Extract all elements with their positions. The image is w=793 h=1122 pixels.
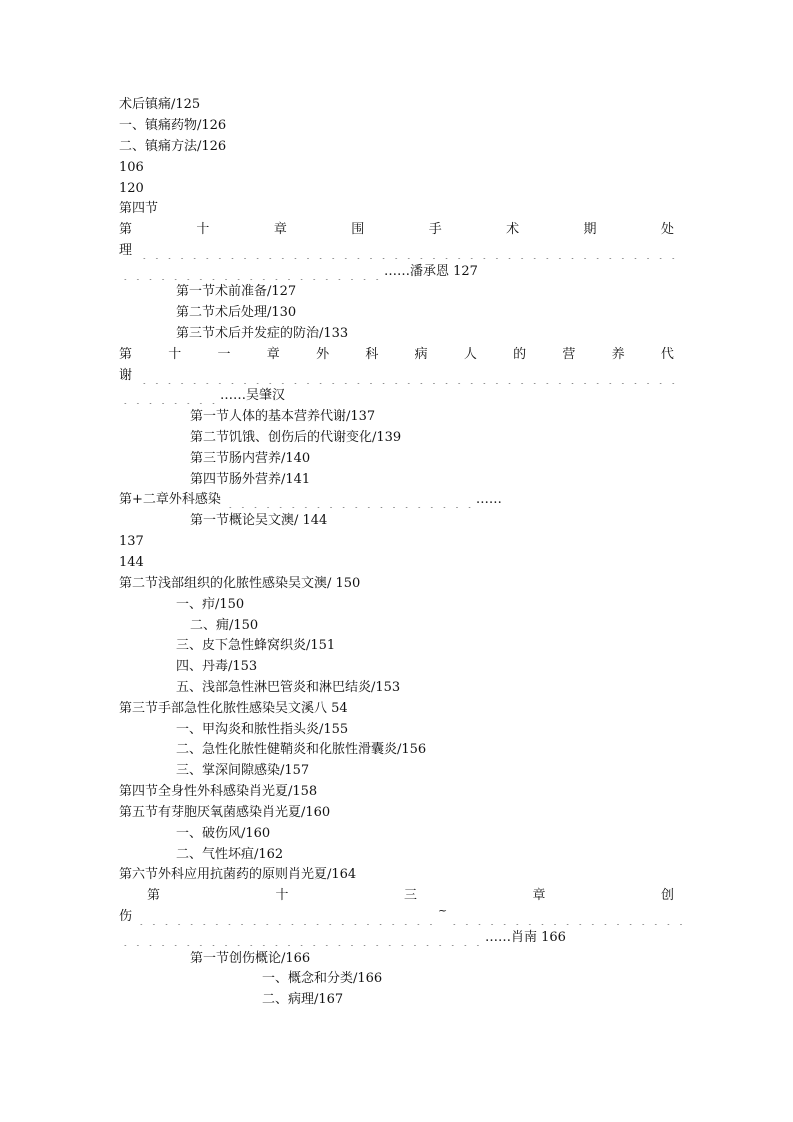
dot-leader xyxy=(119,388,220,404)
dot-leader xyxy=(138,243,680,259)
toc-line: 第五节有芽胞厌氧菌感染肖光夏/160 xyxy=(119,805,331,820)
dot-leader xyxy=(138,368,680,384)
chapter-10-leader-end: ……潘承恩 127 xyxy=(119,264,478,280)
toc-line: 第四节全身性外科感染肖光夏/158 xyxy=(119,784,318,799)
dot-leader xyxy=(119,930,485,946)
toc-line: 第三节手部急性化脓性感染吴文溪八 54 xyxy=(119,701,348,716)
toc-line: 一、概念和分类/166 xyxy=(262,971,383,986)
toc-line: 三、皮下急性蜂窝织炎/151 xyxy=(176,638,336,653)
toc-line: 第四节肠外营养/141 xyxy=(190,472,311,487)
toc-line: 第一节术前准备/127 xyxy=(176,284,297,299)
toc-line: 二、病理/167 xyxy=(262,992,344,1007)
toc-line: 第六节外科应用抗菌药的原则肖光夏/164 xyxy=(119,867,357,882)
toc-line: 第一节人体的基本营养代谢/137 xyxy=(190,409,376,424)
toc-line: 术后镇痛/125 xyxy=(119,97,201,112)
toc-line: 二、镇痛方法/126 xyxy=(119,139,227,154)
toc-line: 第二节浅部组织的化脓性感染吴文澳/ 150 xyxy=(119,576,361,591)
chapter-10-title: 第 十 章 围 手 术 期 处 xyxy=(119,222,674,237)
toc-line: 二、气性坏疽/162 xyxy=(176,847,284,862)
toc-line: 一、镇痛药物/126 xyxy=(119,118,227,133)
page-number: 137 xyxy=(119,534,144,549)
dot-leader xyxy=(119,264,384,280)
toc-line: 第一节概论吴文澳/ 144 xyxy=(190,513,328,528)
page-number: 144 xyxy=(119,555,144,570)
chapter-12-title: 第+二章外科感染 …… xyxy=(119,492,502,507)
toc-line: 二、急性化脓性健鞘炎和化脓性滑囊炎/156 xyxy=(176,742,427,757)
toc-line: 三、掌深间隙感染/157 xyxy=(176,763,310,778)
chapter-11-title: 第 十 一 章 外 科 病 人 的 营 养 代 xyxy=(119,347,674,362)
toc-line: 一、甲沟炎和脓性指头炎/155 xyxy=(176,722,349,737)
toc-line: 第三节肠内营养/140 xyxy=(190,451,311,466)
toc-line: 第一节创伤概论/166 xyxy=(190,951,311,966)
toc-line: 一、疖/150 xyxy=(176,597,245,612)
toc-line: 第二节饥饿、创伤后的代谢变化/139 xyxy=(190,430,402,445)
toc-line: 二、痈/150 xyxy=(190,618,259,633)
toc-line: 五、浅部急性淋巴管炎和淋巴结炎/153 xyxy=(176,680,401,695)
chapter-13-leader-end: ……肖南 166 xyxy=(119,930,566,946)
dot-leader xyxy=(448,909,688,925)
chapter-11-leader: 谢 xyxy=(119,368,680,384)
chapter-10-leader: 理 xyxy=(119,243,680,259)
page-number: 120 xyxy=(119,181,144,196)
toc-line: 第四节 xyxy=(119,201,159,216)
toc-line: 一、破伤风/160 xyxy=(176,826,271,841)
dot-leader xyxy=(135,909,437,925)
chapter-13-leader: 伤 ~ xyxy=(119,909,688,925)
toc-line: 第二节术后处理/130 xyxy=(176,305,297,320)
chapter-13-title: 第 十 三 章 创 xyxy=(147,888,674,903)
dot-leader xyxy=(224,492,476,508)
toc-line: 第三节术后并发症的防治/133 xyxy=(176,326,349,341)
chapter-11-leader-end: ……吴肇汉 xyxy=(119,388,285,404)
toc-line: 四、丹毒/153 xyxy=(176,659,258,674)
page-number: 106 xyxy=(119,160,144,175)
